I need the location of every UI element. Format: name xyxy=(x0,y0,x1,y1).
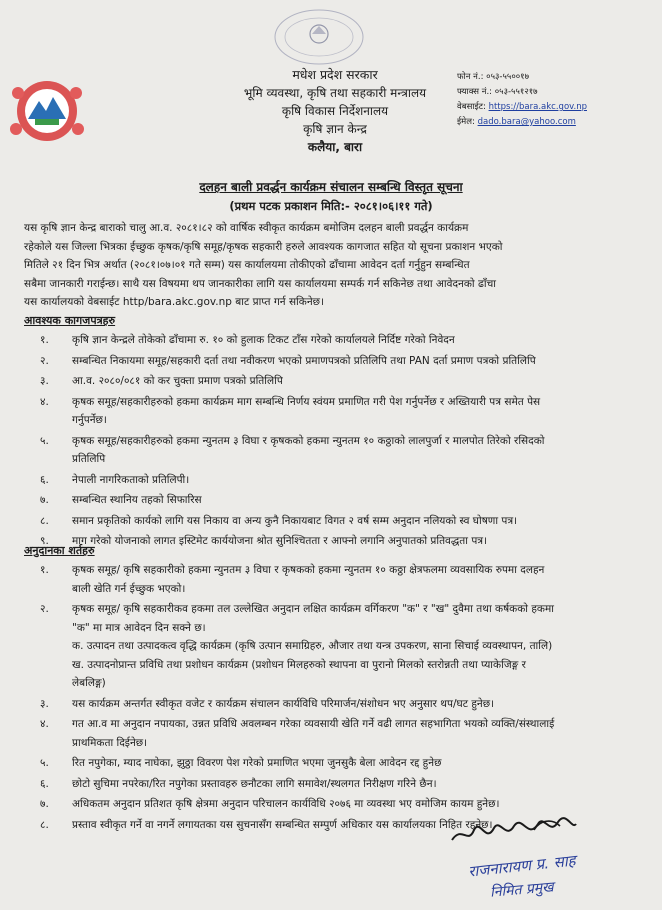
list-item-number: ३. xyxy=(40,375,49,387)
list-item-text: कृषक समूह/सहकारीहरुको हकमा कार्यक्रम माग सम्बन्धि निर्णय स्वंयम प्रमाणित गरी पेश गर्नुपर्नेछ र अख्तियारी पत्र समेत पेस xyxy=(72,395,541,408)
list-item-number: ७. xyxy=(40,798,49,810)
header-line-2: भूमि व्यवस्था, कृषि तथा सहकारी मन्त्रालय xyxy=(243,86,427,100)
contact-email xyxy=(457,117,576,128)
list-item-number: ८. xyxy=(40,818,49,831)
list-item-text: कृषक समूह/ कृषि सहकारीकव हकमा तल उल्लेखित अनुदान लक्षित कार्यक्रम वर्गिकरण "क" र "ख" दुवैमा तथा कर्षकको हकमा xyxy=(72,603,554,615)
nepal-emblem-icon xyxy=(6,75,88,147)
list-item-text: गर्नुपर्नेछ। xyxy=(72,414,107,426)
list-item-text: "क" मा मात्र आवेदन दिन सक्ने छ। xyxy=(72,621,206,634)
header-line-3: कृषि विकास निर्देशनालय xyxy=(281,104,389,118)
list-item-number: १. xyxy=(40,334,49,346)
intro-line: यस कार्यालयको वेबसाईट http/bara.akc.gov.np बाट प्राप्त गर्न सकिनेछ। xyxy=(24,296,324,308)
list-item-number: ३. xyxy=(40,697,49,710)
list-item-text: कृषि ज्ञान केन्द्रले तोकेको ढाँचामा रु. १० को हुलाक टिकट टाँस गरेको कार्यालयले निर्दिष्ट गरेको निवेदन xyxy=(72,334,455,346)
list-item-text: समान प्रकृतिको कार्यको लागि यस निकाय वा अन्य कुनै निकायबाट विगत २ वर्ष सम्म अनुदान नलियको स्व घोषणा पत्र। xyxy=(72,514,518,527)
list-item-number: ४. xyxy=(40,718,49,730)
conditions-heading: अनुदानका शर्तहरु xyxy=(24,544,95,557)
list-item-number: ६. xyxy=(40,473,49,486)
government-seal-icon xyxy=(272,8,366,66)
intro-line: मितिले २१ दिन भित्र अर्थात (२०८१।०७।०१ गते सम्म) यस कार्यालयमा तोकीएको ढाँचामा आवेदन दर्ता गर्नुहुन सम्बन्धित xyxy=(24,259,470,271)
list-item-text: आ.व. २०८०/०८१ को कर चुक्ता प्रमाण पत्रको प्रतिलिपि xyxy=(72,375,283,387)
list-item-text: क. उत्पादन तथा उत्पादकत्व वृद्धि कार्यक्रम (कृषि उत्पान समाग्रिहरु, औजार तथा यन्त्र उपकरण, साना सिचाई व्यवस्थापन, तालि) xyxy=(72,640,553,652)
contact-fax-value: ०५३-५५१२१७ xyxy=(494,87,538,97)
signatory-name: राजनारायण प्र. साह xyxy=(467,851,577,881)
contact-phone xyxy=(457,72,529,83)
list-item-number: ६. xyxy=(40,777,49,790)
list-item-text: रित नपुगेका, म्याद नाघेका, झुठ्ठा विवरण पेश गरेको प्रमाणित भएमा जुनसुकै बेला आवेदन रद्द हुनेछ xyxy=(72,757,442,769)
intro-line: यस कृषि ज्ञान केन्द्र बाराको चालु आ.व. २०८१।८२ को वार्षिक स्वीकृत कार्यक्रम बमोजिम दलहन बाली प्रवर्द्धन कार्यक्रम xyxy=(24,222,469,234)
list-item-text: यस कार्यक्रम अन्तर्गत स्वीकृत वजेट र कार्यक्रम संचालन कार्यविधि परिमार्जन/संशोधन भए अनुसार थप/घट हुनेछ। xyxy=(72,697,495,710)
intro-paragraph xyxy=(24,219,644,312)
list-item-text: प्रस्ताव स्वीकृत गर्ने वा नगर्ने लगायतका यस सुचनासँग सम्बन्धित सम्पुर्ण अधिकार यस कार्यालयका निहित रहनेछ। xyxy=(72,818,493,831)
list-item-number: ७. xyxy=(40,494,49,506)
contact-email-link[interactable]: dado.bara@yahoo.com xyxy=(477,117,576,127)
list-item-number: १. xyxy=(40,564,49,576)
list-item-number: ८. xyxy=(40,514,49,527)
contact-fax xyxy=(457,87,538,98)
notice-subtitle: (प्रथम पटक प्रकाशन मिति:- २०८१।०६।११ गते) xyxy=(229,199,433,213)
list-item-number: ५. xyxy=(40,434,49,447)
list-item-number: ४. xyxy=(40,395,49,408)
list-item-text: अधिकतम अनुदान प्रतिशत कृषि क्षेत्रमा अनुदान परिचालन कार्यविधि २०७६ मा व्यवस्था भए वमोजिम कायम हुनेछ। xyxy=(72,798,500,810)
header-line-1: मधेश प्रदेश सरकार xyxy=(292,67,378,82)
intro-line: रहेकोले यस जिल्ला भित्रका ईच्छुक कृषक/कृषि समूह/कृषक सहकारी हरुले आवश्यक कागजात सहित यो सूचना प्रकाशन भएको xyxy=(24,240,503,253)
contact-phone-label: फोन नं.: xyxy=(457,72,484,82)
list-item-text: सम्बन्धित निकायमा समूह/सहकारी दर्ता तथा नवीकरण भएको प्रमाणपत्रको प्रतिलिपि तथा PAN दर्ता प्रमाण पत्रको प्रतिलिपि xyxy=(72,354,536,367)
list-item-text: छोटो सुचिमा नपरेका/रित नपुगेका प्रस्तावहरु छनौटका लागि समावेश/स्थलगत निरीक्षण गरिने छैन। xyxy=(72,777,437,790)
list-item-text: प्राथमिकता दिईनेछ। xyxy=(72,736,148,749)
list-item-number: २. xyxy=(40,603,49,615)
contact-email-label: ईमेल: xyxy=(457,117,475,127)
list-item-text: ख. उत्पादनोप्रान्त प्रविधि तथा प्रशोधन कार्यक्रम (प्रशोधन मिलहरुको स्थापना वा पुरानो मिलको स्तरोन्नती तथा प्याकेजिङ्ग र xyxy=(72,658,526,671)
list-item-text: प्रतिलिपि xyxy=(72,453,106,465)
contact-website xyxy=(457,102,587,113)
list-item-text: बाली खेति गर्न ईच्छुक भएको। xyxy=(72,582,186,595)
intro-line: सबैमा जानकारी गराईन्छ। साथै यस विषयमा थप जानकारीका लागि यस कार्यालयमा सम्पर्क गर्न सकिनेछ तथा आवेदनको ढाँचा xyxy=(24,277,497,290)
list-item-number: २. xyxy=(40,354,49,367)
list-item-text: कृषक समूह/ कृषि सहकारीको हकमा न्युनतम ३ विघा र कृषकको हकमा न्युनतम १० कठ्ठा क्षेत्रफलमा व्यवसायिक रुपमा दलहन xyxy=(72,564,545,576)
list-item-text: लेबलिङ्ग) xyxy=(72,677,106,689)
contact-phone-value: ०५३-५५००१७ xyxy=(486,72,530,82)
list-item-number: ५. xyxy=(40,757,49,769)
list-item-text: गत आ.व मा अनुदान नपायका, उन्नत प्रविधि अवलम्बन गरेका व्यवसायी खेति गर्ने वढी लागत सहभागिता भयको व्यक्ति/संस्थालाई xyxy=(72,718,555,730)
list-item-text: सम्बन्धित स्थानिय तहको सिफारिस xyxy=(72,494,202,506)
notice-title: दलहन बाली प्रवर्द्धन कार्यक्रम संचालन सम्बन्धि विस्तृत सूचना xyxy=(199,180,463,194)
contact-website-link[interactable]: https://bara.akc.gov.np xyxy=(488,102,587,112)
header-line-4: कृषि ज्ञान केन्द्र xyxy=(303,122,367,136)
documents-heading: आवश्यक कागजपत्रहरु xyxy=(24,314,116,327)
list-item-text: नेपाली नागरिकताको प्रतिलिपी। xyxy=(72,473,190,486)
list-item-text: कृषक समूह/सहकारीहरुको हकमा न्युनतम ३ विघा र कृषकको हकमा न्युनतम १० कठ्ठाको लालपुर्जा र मालपोत तिरेको रसिदको xyxy=(72,434,545,447)
contact-fax-label: फ्याक्स नं.: xyxy=(457,87,493,97)
header-line-5: कलैया, बारा xyxy=(307,140,363,154)
list-item-number: ९. xyxy=(40,535,49,547)
signatory-role: निमित प्रमुख xyxy=(489,879,555,901)
contact-website-label: वेबसाईट: xyxy=(457,102,486,112)
list-item-text: माग गरेको योजनाको लागत इस्टिमेट कार्ययोजना श्रोत सुनिश्चितता र आफ्नो लगानि अनुपातको प्रतिवद्धता पत्र। xyxy=(72,535,488,547)
